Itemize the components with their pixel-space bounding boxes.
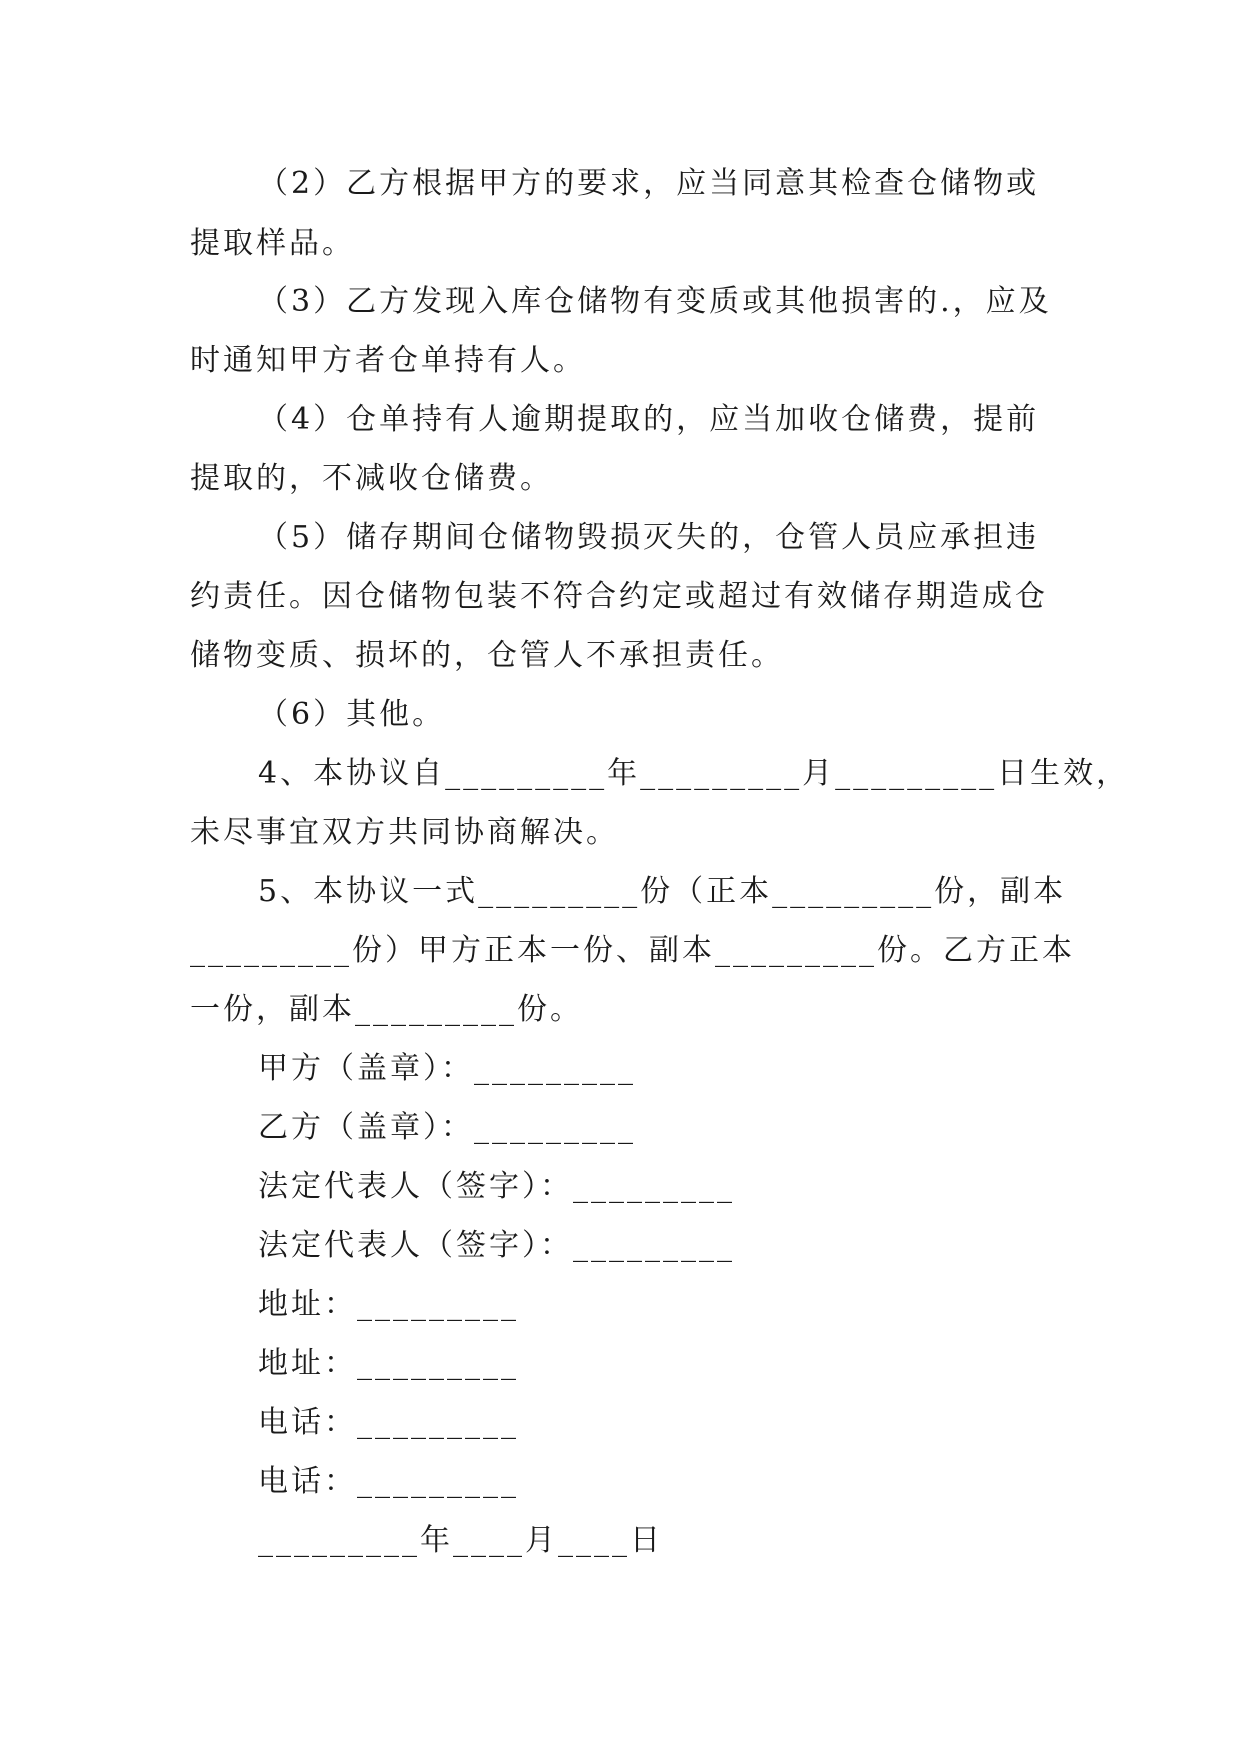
clause-4-line-1: （4）仓单持有人逾期提取的，应当加收仓储费，提前 bbox=[258, 402, 1040, 437]
article-4-line-2: 未尽事宜双方共同协商解决。 bbox=[190, 815, 619, 850]
phone-b-field: 电话：_________ bbox=[258, 1464, 519, 1499]
address-b-field: 地址：_________ bbox=[258, 1346, 519, 1381]
clause-5-line-3: 储物变质、损坏的，仓管人不承担责任。 bbox=[190, 638, 784, 673]
legal-rep-a-signature-field: 法定代表人（签字）：_________ bbox=[258, 1169, 735, 1204]
article-5-line-3: 一份，副本_________份。 bbox=[190, 992, 583, 1027]
signing-date-field: _________年____月____日 bbox=[258, 1523, 663, 1558]
phone-a-field: 电话：_________ bbox=[258, 1405, 519, 1440]
clause-3-line-2: 时通知甲方者仓单持有人。 bbox=[190, 343, 586, 378]
clause-6-line-1: （6）其他。 bbox=[258, 697, 446, 732]
legal-rep-b-signature-field: 法定代表人（签字）：_________ bbox=[258, 1228, 735, 1263]
clause-5-line-1: （5）储存期间仓储物毁损灭失的，仓管人员应承担违 bbox=[258, 520, 1040, 555]
article-5-line-1: 5、本协议一式_________份（正本_________份，副本 bbox=[258, 874, 1067, 909]
party-b-seal-field: 乙方（盖章）：_________ bbox=[258, 1110, 636, 1145]
address-a-field: 地址：_________ bbox=[258, 1287, 519, 1322]
clause-2-line-1: （2）乙方根据甲方的要求，应当同意其检查仓储物或 bbox=[258, 166, 1040, 201]
article-5-line-2: _________份）甲方正本一份、副本_________份。乙方正本 bbox=[190, 933, 1075, 968]
clause-5-line-2: 约责任。因仓储物包装不符合约定或超过有效储存期造成仓 bbox=[190, 579, 1048, 614]
clause-2-line-2: 提取样品。 bbox=[190, 226, 355, 261]
party-a-seal-field: 甲方（盖章）：_________ bbox=[258, 1051, 636, 1086]
article-4-line-1: 4、本协议自_________年_________月_________日生效， bbox=[258, 756, 1130, 791]
clause-3-line-1: （3）乙方发现入库仓储物有变质或其他损害的.，应及 bbox=[258, 284, 1052, 319]
clause-4-line-2: 提取的，不减收仓储费。 bbox=[190, 461, 553, 496]
